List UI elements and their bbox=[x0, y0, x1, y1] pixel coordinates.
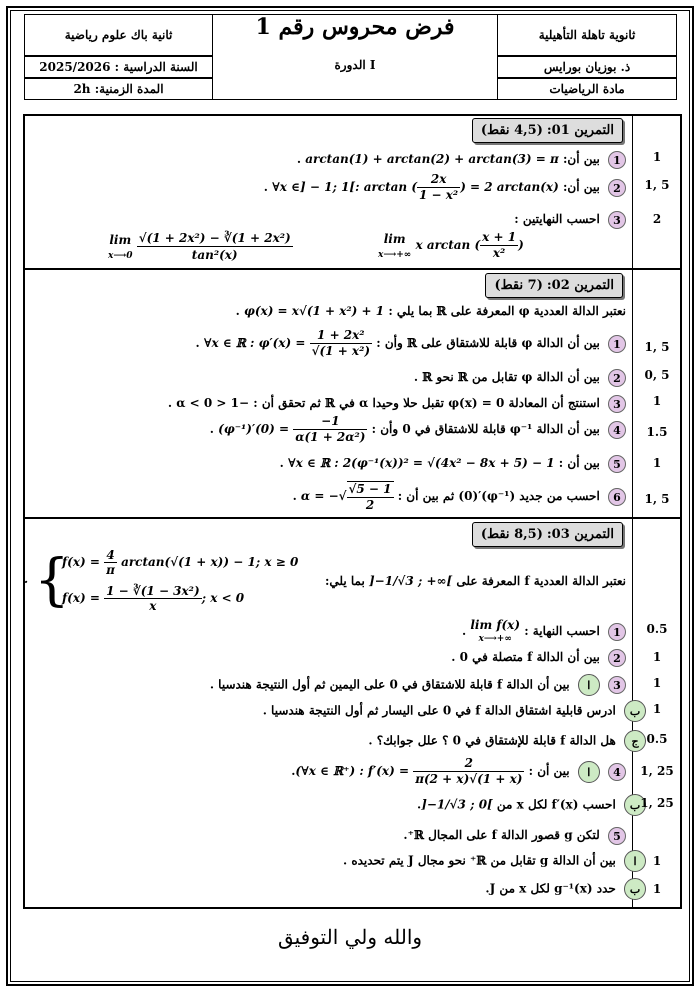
denominator: π(2 + x)√(1 + x) bbox=[415, 772, 523, 786]
math-part: lim f(x) bbox=[470, 617, 521, 632]
school-cell bbox=[497, 14, 677, 56]
question-text: احسب النهاية : bbox=[524, 624, 600, 638]
denominator: x bbox=[149, 599, 157, 613]
limit-1 bbox=[108, 230, 293, 263]
math-part: f(x) = bbox=[62, 555, 100, 569]
math-part: α = −√ bbox=[300, 489, 347, 503]
piecewise-definition bbox=[24, 546, 324, 618]
exercise-divider-2 bbox=[23, 517, 682, 519]
ex2-q5: 5 بين أن : ∀x ∈ ℝ : 2(φ⁻¹(x))² = √(4x² − 8x + 5) − 1 . bbox=[28, 454, 626, 473]
ex2-q3 bbox=[28, 394, 626, 413]
ex3-q1-points: 0.5 bbox=[646, 622, 668, 636]
ex1-q1-points: 1 bbox=[652, 150, 662, 164]
exam-title: فرض محروس رقم 1 bbox=[255, 14, 455, 40]
intro-tail: بما يلي: bbox=[324, 574, 365, 588]
ex3-q3c-points: 0.5 bbox=[646, 732, 668, 746]
subject-text: مادة الرياضيات bbox=[549, 82, 625, 96]
lim-subscript: x⟶0 bbox=[108, 250, 133, 261]
question-math: arctan(1) + arctan(2) + arctan(3) = π bbox=[305, 152, 559, 166]
exercise-2-label: التمرين 02: bbox=[546, 278, 614, 293]
fraction bbox=[104, 584, 202, 613]
fraction bbox=[104, 548, 117, 577]
ex3-q2 bbox=[28, 648, 626, 667]
exercise-divider-1 bbox=[23, 268, 682, 270]
ex3-q3c bbox=[368, 730, 646, 752]
question-text: لتكن g قصور الدالة f على المجال ℝ⁺. bbox=[403, 828, 600, 842]
question-text: بين أن: bbox=[562, 180, 600, 194]
subquestion-label: ا bbox=[624, 850, 646, 872]
question-number: 3 bbox=[608, 395, 626, 413]
question-text: بين أن الدالة f قابلة للاشتقاق في 0 على اليمين ثم أول النتيجة هندسيا . bbox=[209, 677, 570, 692]
question-text: احسب النهايتين : bbox=[514, 212, 600, 226]
exercise-2-title bbox=[485, 273, 623, 298]
exercise-1-title bbox=[472, 118, 623, 143]
trailing-dot: . bbox=[24, 572, 29, 586]
numerator: 4 bbox=[104, 548, 117, 563]
ex3-q2-points: 1 bbox=[652, 650, 662, 664]
question-number: 6 bbox=[608, 488, 626, 506]
lim-subscript: x⟶+∞ bbox=[378, 249, 412, 260]
fraction bbox=[413, 756, 524, 787]
question-text: استنتج أن المعادلة φ(x) = 0 تقبل حلا وحيدا α في ℝ ثم تحقق أن : −1 < α < 0 . bbox=[167, 396, 600, 410]
ex3-q4a-points: 1, 25 bbox=[640, 764, 674, 778]
question-text: بين أن الدالة f متصلة في 0 . bbox=[451, 650, 600, 664]
subquestion-label: ج bbox=[624, 730, 646, 752]
numerator: −1 bbox=[293, 414, 367, 430]
question-text: بين أن الدالة φ⁻¹ قابلة للاشتقاق في 0 وأن : bbox=[371, 422, 600, 436]
brace-icon: { bbox=[34, 548, 70, 613]
math-part: x arctan bbox=[415, 238, 471, 252]
subquestion-label: ب bbox=[624, 700, 646, 722]
question-text: بين أن : bbox=[528, 764, 570, 778]
ex3-q1: 1 احسب النهاية : lim f(x) x⟶+∞ . bbox=[28, 618, 626, 645]
question-text: احسب f′(x) لكل x من bbox=[496, 797, 616, 812]
ex2-intro: نعتبر الدالة العددية φ المعرفة على ℝ بما يلي : φ(x) = x√(1 + x²) + 1 . bbox=[235, 304, 626, 318]
question-text: بين أن: bbox=[562, 152, 600, 166]
numerator: 2x bbox=[417, 172, 460, 188]
exercise-2-points: (7 نقط) bbox=[494, 278, 543, 293]
ex3-q5 bbox=[28, 826, 626, 845]
ex2-q2-points: 0, 5 bbox=[644, 368, 670, 382]
denominator: 1 − x² bbox=[419, 188, 459, 202]
subquestion-label: ب bbox=[624, 878, 646, 900]
ex2-q2 bbox=[28, 368, 626, 387]
question-number: 5 bbox=[608, 455, 626, 473]
denominator: √(1 + x²) bbox=[311, 344, 371, 358]
teacher-cell bbox=[497, 56, 677, 78]
ex3-q5b bbox=[485, 878, 646, 900]
ex1-q2: 2 بين أن: ∀x ∈] − 1; 1[: arctan ( $\frac{2x}{\text{1 − x²}}$ ) = 2 arctan(x) . bbox=[28, 170, 626, 204]
question-math bbox=[470, 617, 521, 644]
exercise-1-points: (4,5 نقط) bbox=[480, 123, 543, 138]
ex3-q5b-points: 1 bbox=[652, 882, 662, 896]
question-math: ∀x ∈] − 1; 1[: arctan ( $\frac{2x}{\text{1 − x²}}$ ) = 2 arctan(x) bbox=[272, 172, 559, 202]
ex3-q4a: 4 ا بين أن : (∀x ∈ ℝ⁺) : f′(x) = $\frac{2}{\pi(2 + x)√(1 + x)}$ . bbox=[28, 754, 626, 788]
ex2-q3-points: 1 bbox=[652, 394, 662, 408]
subquestion-label: ب bbox=[624, 794, 646, 816]
ex1-q3-points: 2 bbox=[652, 212, 662, 226]
ex3-q3b bbox=[263, 700, 646, 722]
closing-phrase: والله ولي التوفيق bbox=[277, 925, 423, 949]
question-math bbox=[300, 481, 394, 512]
ex3-q3a-points: 1 bbox=[652, 676, 662, 690]
limit-2: lim x⟶+∞ x arctan ( $\frac{x + 1}{\text{x²}}$ ) bbox=[378, 230, 524, 260]
math-part: ∀x ∈] − 1; 1[: arctan bbox=[272, 180, 408, 194]
intro-interval: ]−1/√3 ; +∞[ bbox=[368, 574, 453, 588]
level-text: ثانية باك علوم رياضية bbox=[64, 28, 173, 42]
denominator: 2 bbox=[365, 497, 375, 512]
denominator: x² bbox=[492, 246, 506, 260]
question-text: بين أن الدالة g تقابل من ℝ⁺ نحو مجال J يتم تحديده . bbox=[342, 853, 616, 868]
year-text: السنة الدراسية : 2025/2026 bbox=[39, 60, 198, 74]
question-number: 1 bbox=[608, 151, 626, 169]
question-math bbox=[203, 328, 372, 358]
math-part: ; x < 0 bbox=[201, 591, 245, 605]
question-number: 5 bbox=[608, 827, 626, 845]
intro-math: φ(x) = x√(1 + x²) + 1 bbox=[244, 304, 385, 318]
ex1-q2-points: 1, 5 bbox=[644, 178, 670, 192]
ex3-q3a bbox=[28, 674, 626, 696]
exercise-3-points: (8,5 نقط) bbox=[480, 527, 543, 542]
question-number: 1 bbox=[608, 623, 626, 641]
fraction bbox=[480, 230, 518, 261]
question-text: بين أن الدالة φ قابلة للاشتقاق على ℝ وأن : bbox=[376, 336, 600, 350]
subquestion-label: ا bbox=[578, 674, 600, 696]
numerator: √(1 + 2x²) − ∛(1 + 2x²) bbox=[138, 231, 291, 245]
case-2 bbox=[62, 584, 244, 613]
subquestion-label: ا bbox=[578, 761, 600, 783]
lim-operator: lim x⟶0 bbox=[108, 232, 133, 261]
math-part: arctan(√(1 + x)) − 1; x ≥ 0 bbox=[121, 555, 299, 569]
ex3-q4b: ب احسب f′(x) لكل x من ]−1/√3 ; 0[. bbox=[417, 794, 646, 816]
ex3-q5a bbox=[343, 850, 646, 872]
question-text: هل الدالة f قابلة للإشتقاق في 0 ؟ علل جوابك؟ . bbox=[368, 733, 616, 748]
exam-session: الدورة I bbox=[334, 58, 376, 72]
ex2-q1: 1 بين أن الدالة φ قابلة للاشتقاق على ℝ وأن : ∀x ∈ ℝ : φ′(x) = $\frac{\text{1 + 2x²}}{\text{√(1 + x²)}}$ . bbox=[28, 326, 626, 360]
math-part: (∀x ∈ ℝ⁺) : f′(x) = bbox=[295, 764, 409, 778]
ex2-q6: 6 احسب من جديد (φ⁻¹)′(0) ثم بين أن : α = −√ $\frac{√5 - 1}{2}$ . bbox=[28, 476, 626, 516]
numerator: 1 + 2x² bbox=[310, 328, 372, 344]
math-part: = 2 arctan(x) bbox=[470, 180, 559, 194]
question-number: 3 bbox=[608, 211, 626, 229]
lim-operator: lim x⟶+∞ bbox=[378, 231, 412, 260]
question-number: 1 bbox=[608, 335, 626, 353]
lim-operator bbox=[470, 619, 520, 645]
ex3-q4b-points: 1, 25 bbox=[640, 796, 674, 810]
ex2-q4-points: 1.5 bbox=[646, 425, 668, 439]
level-cell bbox=[24, 14, 213, 56]
subject-cell bbox=[497, 78, 677, 100]
denominator: π bbox=[106, 563, 115, 577]
ex2-q6-points: 1, 5 bbox=[644, 492, 670, 506]
question-text: حدد g⁻¹(x) لكل x من J. bbox=[485, 881, 616, 896]
question-text: بين أن الدالة φ تقابل من ℝ نحو ℝ . bbox=[413, 370, 600, 384]
question-text: بين أن : bbox=[558, 456, 600, 470]
fraction bbox=[293, 414, 367, 445]
ex1-q1: 1 بين أن: arctan(1) + arctan(2) + arctan(3) = π . bbox=[28, 150, 626, 169]
points-column-divider bbox=[632, 114, 633, 909]
fraction bbox=[310, 328, 372, 359]
question-number: 2 bbox=[608, 649, 626, 667]
math-part: f(x) = bbox=[62, 591, 100, 605]
math-part: (φ⁻¹)′(0) = bbox=[218, 422, 290, 436]
lim-subscript: x⟶+∞ bbox=[478, 633, 512, 644]
question-number: 3 bbox=[608, 676, 626, 694]
ex2-q5-points: 1 bbox=[652, 456, 662, 470]
exercise-3-title bbox=[472, 522, 623, 547]
question-number: 4 bbox=[608, 421, 626, 439]
intro-text: نعتبر الدالة العددية φ المعرفة على ℝ بما يلي : bbox=[388, 304, 626, 318]
question-text: ادرس قابلية اشتقاق الدالة f في 0 على اليسار ثم أول النتيجة هندسيا . bbox=[262, 703, 616, 718]
numerator: √5 − 1 bbox=[348, 481, 392, 496]
question-text: احسب من جديد (φ⁻¹)′(0) ثم بين أن : bbox=[397, 489, 600, 503]
question-number: 4 bbox=[608, 763, 626, 781]
numerator: 1 − ∛(1 − 3x²) bbox=[106, 584, 200, 598]
duration-cell bbox=[24, 78, 213, 100]
duration-text: المدة الزمنية: 2h bbox=[73, 82, 164, 96]
ex3-intro bbox=[324, 572, 626, 590]
question-math: ]−1/√3 ; 0[ bbox=[421, 797, 493, 812]
exercise-3-label: التمرين 03: bbox=[546, 527, 614, 542]
ex3-q5a-points: 1 bbox=[652, 854, 662, 868]
ex2-q4: 4 بين أن الدالة φ⁻¹ قابلة للاشتقاق في 0 وأن : (φ⁻¹)′(0) = $\frac{-1}{\text{α(1 + 2α²)}}$ . bbox=[28, 412, 626, 446]
ex1-q3 bbox=[28, 210, 626, 229]
question-number: 2 bbox=[608, 179, 626, 197]
denominator: α(1 + 2α²) bbox=[295, 430, 366, 444]
ex2-q1-points: 1, 5 bbox=[644, 340, 670, 354]
exercise-1-label: التمرين 01: bbox=[546, 123, 614, 138]
intro-text: نعتبر الدالة العددية f المعرفة على bbox=[456, 574, 626, 588]
denominator: tan²(x) bbox=[191, 248, 238, 262]
numerator: 2 bbox=[413, 756, 524, 772]
fraction bbox=[417, 172, 460, 203]
teacher-text: ذ. بوزيان بورايس bbox=[543, 60, 631, 74]
question-math bbox=[218, 414, 367, 444]
fraction bbox=[137, 230, 293, 263]
ex3-q3b-points: 1 bbox=[652, 702, 662, 716]
year-cell bbox=[24, 56, 213, 78]
case-1 bbox=[62, 548, 298, 577]
fraction bbox=[347, 481, 394, 513]
school-text: ثانوية تاهلة التأهيلية bbox=[538, 28, 636, 42]
math-part: ∀x ∈ ℝ : φ′(x) = bbox=[203, 336, 306, 350]
question-math: ∀x ∈ ℝ : 2(φ⁻¹(x))² = √(4x² − 8x + 5) − 1 bbox=[287, 456, 555, 470]
numerator: x + 1 bbox=[482, 230, 517, 244]
question-number: 2 bbox=[608, 369, 626, 387]
